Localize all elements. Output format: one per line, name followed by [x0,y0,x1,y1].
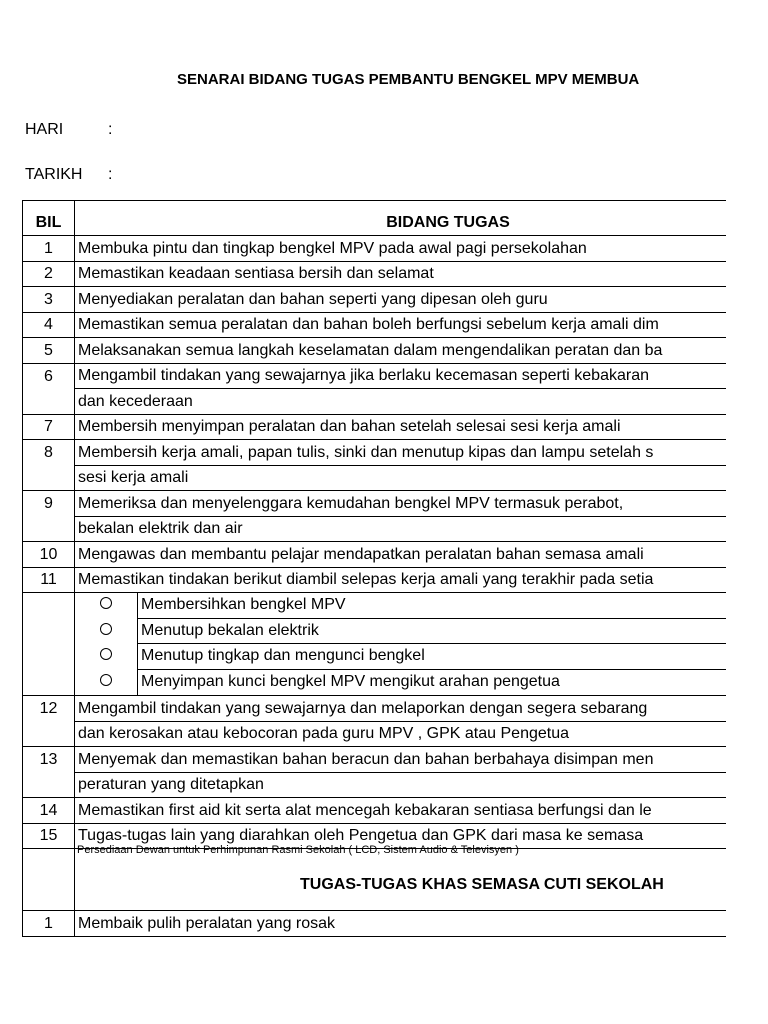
section-title: TUGAS-TUGAS KHAS SEMASA CUTI SEKOLAH [300,876,664,893]
special-table [22,846,726,937]
duty-table [22,200,726,849]
row-text: Memastikan semua peralatan dan bahan boleh berfungsi sebelum kerja amali dim [75,312,727,338]
sub-item [75,644,726,670]
section-header-cell [75,846,727,911]
row-bil: 14 [23,798,75,824]
row-text: Memastikan tindakan berikut diambil selepas kerja amali yang terakhir pada setia [75,567,727,593]
table-row-cont [23,772,727,798]
row-bil-empty [23,772,75,798]
small-note: Persediaan Dewan untuk Perhimpunan Rasmi Sekolah ( LCD, Sistem Audio & Televisyen ) [77,844,519,856]
circle-bullet-icon [100,674,112,686]
circle-bullet-icon [100,648,112,660]
table-row [23,747,727,773]
row-bil: 1 [23,236,75,262]
tarikh-label: TARIKH [25,166,83,183]
document-title: SENARAI BIDANG TUGAS PEMBANTU BENGKEL MPV MEMBUA [177,71,640,88]
circle-bullet-icon [100,623,112,635]
table-row [23,287,727,313]
header-bil: BIL [23,201,75,236]
row-bil-empty [23,721,75,747]
sub-item [75,593,726,619]
row-text: Mengambil tindakan yang sewajarnya jika berlaku kecemasan seperti kebakaran [75,363,727,389]
bullet-cell [75,644,137,670]
row-bil: 15 [23,823,75,849]
table-row-cont [23,721,727,747]
table-row [23,798,727,824]
row-text-cont: bekalan elektrik dan air [75,516,727,542]
table-row [23,312,727,338]
row-text: Mengambil tindakan yang sewajarnya dan melaporkan dengan segera sebarang [75,696,727,722]
row-bil-empty [23,516,75,542]
row-text-cont: dan kerosakan atau kebocoran pada guru MPV , GPK atau Pengetua [75,721,727,747]
row-text: Membaik pulih peralatan yang rosak [75,911,727,937]
row-text-cont: peraturan yang ditetapkan [75,772,727,798]
table-row-cont [23,516,727,542]
hari-label: HARI [25,121,64,138]
row-bil: 9 [23,491,75,517]
special-row [23,911,727,937]
row-text-cont: sesi kerja amali [75,465,727,491]
row-bil: 4 [23,312,75,338]
row-text: Melaksanakan semua langkah keselamatan dalam mengendalikan peratan dan ba [75,338,727,364]
section-header-bil [23,846,75,911]
table-row-cont [23,465,727,491]
sub-item [75,670,726,696]
circle-bullet-icon [100,597,112,609]
sub-item-text: Membersihkan bengkel MPV [137,593,726,619]
row-bil: 10 [23,542,75,568]
row-bil-empty [23,465,75,491]
bullet-cell [75,593,137,619]
table-row [23,261,727,287]
row-bil: 1 [23,911,75,937]
row-text: Menyediakan peralatan dan bahan seperti yang dipesan oleh guru [75,287,727,313]
row-bil: 2 [23,261,75,287]
row-text-cont: dan kecederaan [75,389,727,415]
row-text: Memeriksa dan menyelenggara kemudahan bengkel MPV termasuk perabot, [75,491,727,517]
row-text: Tugas-tugas lain yang diarahkan oleh Pengetua dan GPK dari masa ke semasa [75,823,727,849]
header-tugas: BIDANG TUGAS [75,201,727,236]
sub-items-cell [75,593,727,696]
row-text: Mengawas dan membantu pelajar mendapatkan peralatan bahan semasa amali [75,542,727,568]
table-row [23,440,727,466]
sub-item-text: Menutup bekalan elektrik [137,619,726,645]
row-text: Memastikan keadaan sentiasa bersih dan selamat [75,261,727,287]
table-row [23,567,727,593]
row-bil: 5 [23,338,75,364]
row-bil: 12 [23,696,75,722]
row-bil: 7 [23,414,75,440]
row-bil-empty [23,389,75,415]
row-bil: 3 [23,287,75,313]
row-text: Membersih kerja amali, papan tulis, sinki dan menutup kipas dan lampu setelah s [75,440,727,466]
sub-item-text: Menyimpan kunci bengkel MPV mengikut arahan pengetua [137,670,726,696]
table-row [23,414,727,440]
sub-item-text: Menutup tingkap dan mengunci bengkel [137,644,726,670]
table-row [23,696,727,722]
row-text: Membersih menyimpan peralatan dan bahan setelah selesai sesi kerja amali [75,414,727,440]
table-row [23,236,727,262]
table-header [23,201,727,236]
row-bil: 11 [23,567,75,593]
row-text: Membuka pintu dan tingkap bengkel MPV pada awal pagi persekolahan [75,236,727,262]
row-bil: 8 [23,440,75,466]
tarikh-colon: : [108,166,113,183]
bullet-cell [75,619,137,645]
sub-items-row [23,593,727,696]
row-bil: 6 [23,363,75,389]
row-text: Menyemak dan memastikan bahan beracun dan bahan berbahaya disimpan men [75,747,727,773]
table-row [23,338,727,364]
sub-items-bil-cell [23,593,75,696]
table-row [23,491,727,517]
bullet-cell [75,670,137,696]
sub-item [75,619,726,645]
row-bil: 13 [23,747,75,773]
section-header-row [23,846,727,911]
table-row [23,542,727,568]
table-row [23,363,727,389]
table-row-cont [23,389,727,415]
hari-colon: : [108,121,113,138]
row-text: Memastikan first aid kit serta alat mencegah kebakaran sentiasa berfungsi dan le [75,798,727,824]
